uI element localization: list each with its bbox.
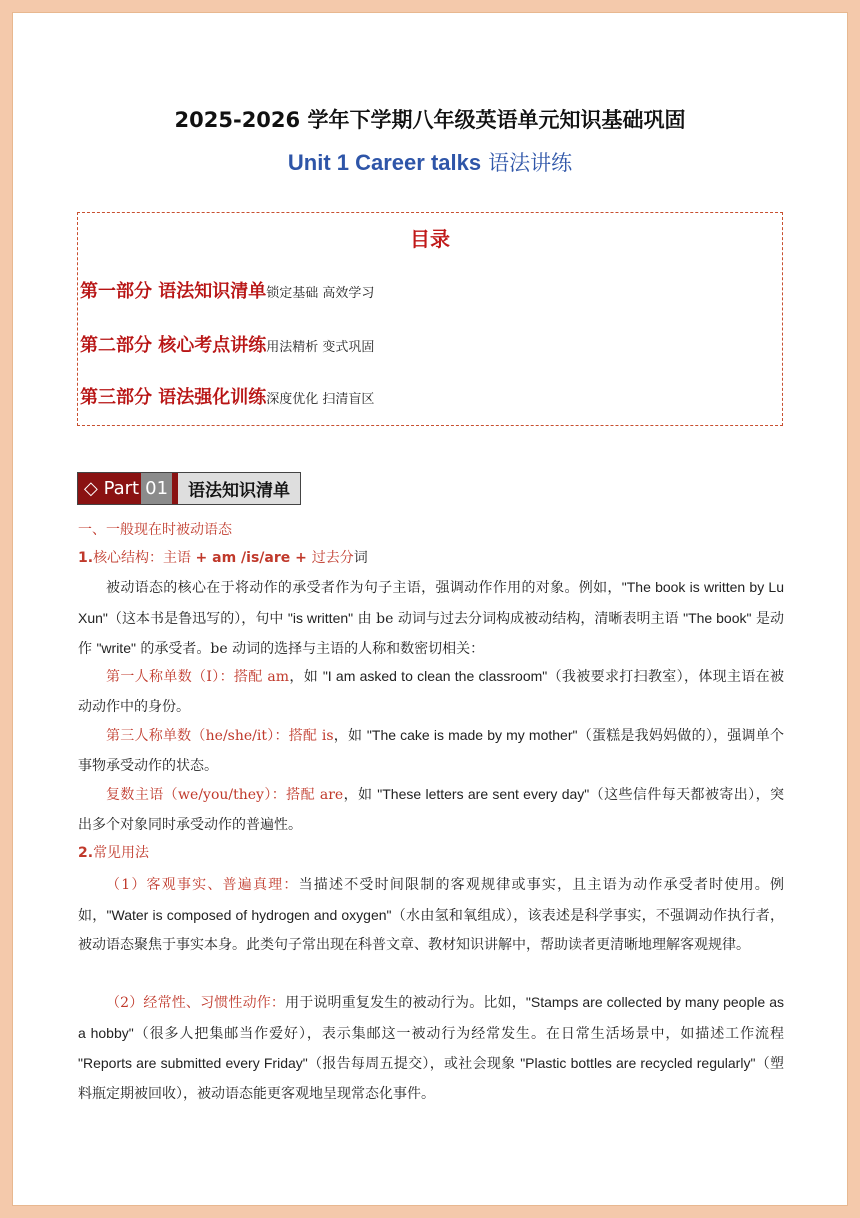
toc-item-title: 第二部分 核心考点讲练 <box>80 335 267 356</box>
paragraph-intro: 被动语态的核心在于将动作的承受者作为句子主语，强调动作作用的对象。例如，"The book is written by Lu Xun"（这本书是鲁迅写的），句中 "is written" 由 be 动词与过去分词构成被动结构，清晰表明主语 "The book" 是动作 "write" 的承受者。be 动词的选择与主语的人称和数密切相关： <box>78 579 785 657</box>
paragraph-first-person: 第一人称单数（I）：搭配 am，如 "I am asked to clean the classroom"（我被要求打扫教室），体现主语在被动动作中的身份。 <box>78 668 785 715</box>
part-tag <box>78 473 178 504</box>
part-label: 语法知识清单 <box>178 473 300 504</box>
paragraph-usage-facts: （1）客观事实、普遍真理：当描述不受时间限制的客观规律或事实，且主语为动作承受者时使用。例如，"Water is composed of hydrogen and oxygen"（水由氢和氧组成），该表述是科学事实，不强调动作执行者，被动语态聚焦于事实本身。此类句子常出现在科普文章、教材知识讲解中，帮助读者更清晰地理解客观规律。 <box>78 877 785 953</box>
paragraph-usage-habitual: （2）经常性、习惯性动作：用于说明重复发生的被动行为。比如，"Stamps are collected by many people as a hobby"（很多人把集邮当作爱好），表示集邮这一被动行为经常发生。在日常生活场景中，如描述工作流程 "Reports are submitted every Friday"（报告每周五提交），或社会现象 "Plastic bottles are recycled regularly"（塑料瓶定期被回收），被动语态能更客观地呈现常态化事件。 <box>78 994 785 1102</box>
toc-item-note: 锁定基础 高效学习 <box>266 286 375 301</box>
paragraph-third-person: 第三人称单数（he/she/it）：搭配 is，如 "The cake is made by my mother"（蛋糕是我妈妈做的），强调单个事物承受动作的状态。 <box>78 727 785 774</box>
core-structure-heading: 1.核心结构：主语 + am /is/are + 过去分词 <box>78 550 368 566</box>
paragraph-plural: 复数主语（we/you/they）：搭配 are，如 "These letters are sent every day"（这些信件每天都被寄出），突出多个对象同时承受动作的普遍性。 <box>78 786 785 833</box>
part-word: Part <box>103 478 140 499</box>
toc-item-note: 深度优化 扫清盲区 <box>266 392 375 407</box>
part-banner <box>77 472 301 505</box>
part-number: 01 <box>141 473 172 504</box>
toc-item-title: 第三部分 语法强化训练 <box>80 387 267 408</box>
document-title: 2025-2026 学年下学期八年级英语单元知识基础巩固 <box>174 108 686 132</box>
subtitle-english: Unit 1 Career talks <box>287 150 482 175</box>
toc-item-title: 第一部分 语法知识清单 <box>80 281 267 302</box>
table-of-contents <box>77 212 783 426</box>
diamond-icon: ◇ <box>84 478 98 499</box>
toc-heading: 目录 <box>410 227 450 251</box>
subtitle-chinese: 语法讲练 <box>488 151 573 175</box>
toc-item[interactable] <box>80 277 374 303</box>
toc-item-note: 用法精析 变式巩固 <box>266 340 375 355</box>
usage-heading: 2.常见用法 <box>78 845 150 861</box>
toc-item[interactable] <box>80 331 374 357</box>
section-heading: 一、一般现在时被动语态 <box>78 522 232 538</box>
toc-item[interactable] <box>80 383 374 409</box>
unit-subtitle <box>0 147 860 177</box>
